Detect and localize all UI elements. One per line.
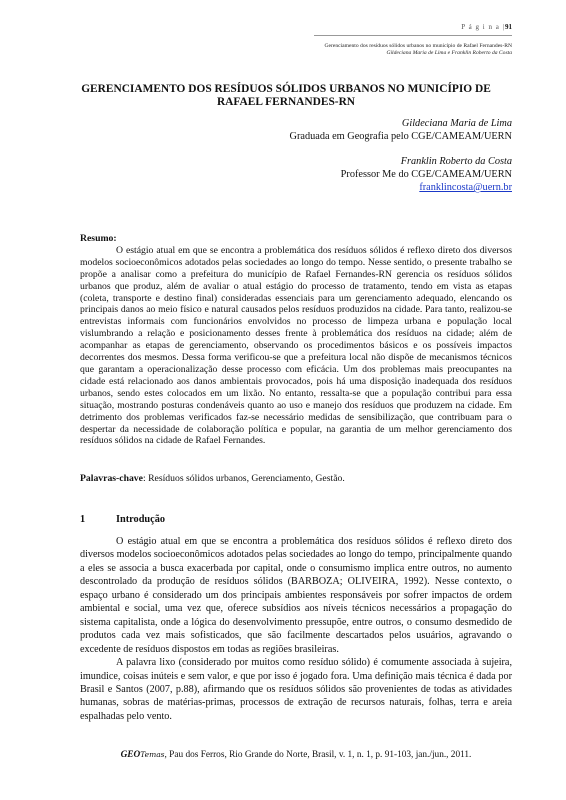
journal-logo-suffix: Temas: [140, 750, 165, 759]
header-divider: [314, 35, 512, 36]
abstract: [80, 233, 512, 447]
page-separator: |: [499, 23, 505, 31]
page-word: P á g i n a: [461, 23, 500, 31]
paragraph: A palavra lixo (considerado por muitos como resíduo sólido) é comumente associada à sujeira, imundice, coisas inúteis e sem valor, e que por isso é jogado fora. Uma definição mais técnica é dada por Brasil e Santos (2007, p.88), afirmando que os resíduos sólidos são provenientes de todas as atividades humanas, sobras de matérias-primas, processos de extração de recursos naturais, folhas, terra e areia espalhadas pelo vento.: [80, 657, 512, 722]
author-affiliation: Graduada em Geografia pelo CGE/CAMEAM/UERN: [289, 131, 512, 142]
author-name: Franklin Roberto da Costa: [400, 156, 512, 167]
author-email-link[interactable]: franklincosta@uern.br: [419, 182, 512, 193]
body-text: [80, 535, 512, 723]
abstract-label: Resumo:: [80, 233, 117, 244]
abstract-text: O estágio atual em que se encontra a problemática dos resíduos sólidos é reflexo direto dos diversos modelos socioeconômicos adotados pelas sociedades ao longo do tempo. Nesse sentido, o presente trabalho se propõe a analisar como a prefeitura do município de Rafael Fernandes-RN gerencia os resíduos sólidos urbanos que produz, além de avaliar o atual estágio do processo de tratamento, tendo em vista as etapas (coleta, transporte e destino final) consideradas essenciais para um gerenciamento adequado, elencando os principais danos ao meio físico e natural causados pelos resíduos produzidos na cidade. Para tanto, realizou-se entrevistas informais com funcionários envolvidos no processo de limpeza urbana e população local vislumbrando a relação e posicionamento desses frente à problemática dos resíduos na cidade; além de acompanhar as etapas de gerenciamento, observando os procedimentos básicos e os possíveis impactos decorrentes dos mesmos. Dessa forma verificou-se que a prefeitura local não dispõe de mecanismos técnicos que garantam a operacionalização desse processo com eficácia. Um dos problemas mais preocupantes na cidade está relacionado aos danos ambientais provocados, pois há uma disposição inadequada dos resíduos urbanos, sendo estes colocados em um lixão. No entanto, ressalta-se que a população contribui para essa situação, mostrando posturas condenáveis quanto ao uso e manejo dos resíduos que produzem na cidade. Em detrimento dos problemas verificados faz-se necessário medidas de sensibilização, que contribuam para o despertar da necessidade de colaboração política e popular, na garantia de um melhor gerenciamento dos resíduos sólidos na cidade de Rafael Fernandes.: [80, 244, 512, 447]
keywords: [80, 473, 512, 485]
running-authors: Gildeciana Maria de Lima e Franklin Roberto da Costa: [386, 50, 512, 56]
footer-citation: [80, 750, 512, 760]
paper-title: GERENCIAMENTO DOS RESÍDUOS SÓLIDOS URBANOS NO MUNICÍPIO DE RAFAEL FERNANDES-RN: [81, 83, 491, 108]
author-name: Gildeciana Maria de Lima: [401, 118, 512, 129]
page-number: 91: [505, 23, 512, 31]
running-title: Gerenciamento dos resíduos sólidos urbanos no município de Rafael Fernandes-RN: [324, 43, 512, 49]
author-block: [182, 117, 512, 194]
section-number: 1: [80, 514, 86, 525]
citation-text: , Pau dos Ferros, Rio Grande do Norte, Brasil, v. 1, n. 1, p. 91-103, jan./jun., 2011.: [164, 750, 472, 760]
journal-logo-text: GEO: [120, 750, 141, 760]
keywords-label: Palavras-chave: [80, 473, 143, 484]
paragraph: O estágio atual em que se encontra a problemática dos resíduos sólidos é reflexo direto dos diversos modelos socioeconômicos adotados pelas sociedades ao longo do tempo, principalmente quando a eles se associa a busca exacerbada por capital, onde o consumismo implica entre outros, no aumento descontrolado da produção de resíduos sólidos (BARBOZA; OLIVEIRA, 1992). Nesse contexto, o espaço urbano é considerado um dos principais ambientes responsáveis por sofrer impactos de ordem ambiental e social, uma vez que, oferece subsídios aos níveis técnicos necessários a propagação do sistema capitalista, onde a lógica do desenvolvimento pressupõe, entre outros, o consumo desmedido de produtos cada vez mais sofisticados, que são facilmente descartados pelos usuários, agravando o excedente de resíduos dispostos em todas as regiões brasileiras.: [80, 536, 512, 655]
section-heading: [80, 514, 165, 525]
page-number-header: [0, 23, 512, 31]
keywords-text: : Resíduos sólidos urbanos, Gerenciamento, Gestão.: [142, 473, 345, 484]
section-title: Introdução: [116, 514, 166, 525]
author-affiliation: Professor Me do CGE/CAMEAM/UERN: [340, 169, 512, 180]
